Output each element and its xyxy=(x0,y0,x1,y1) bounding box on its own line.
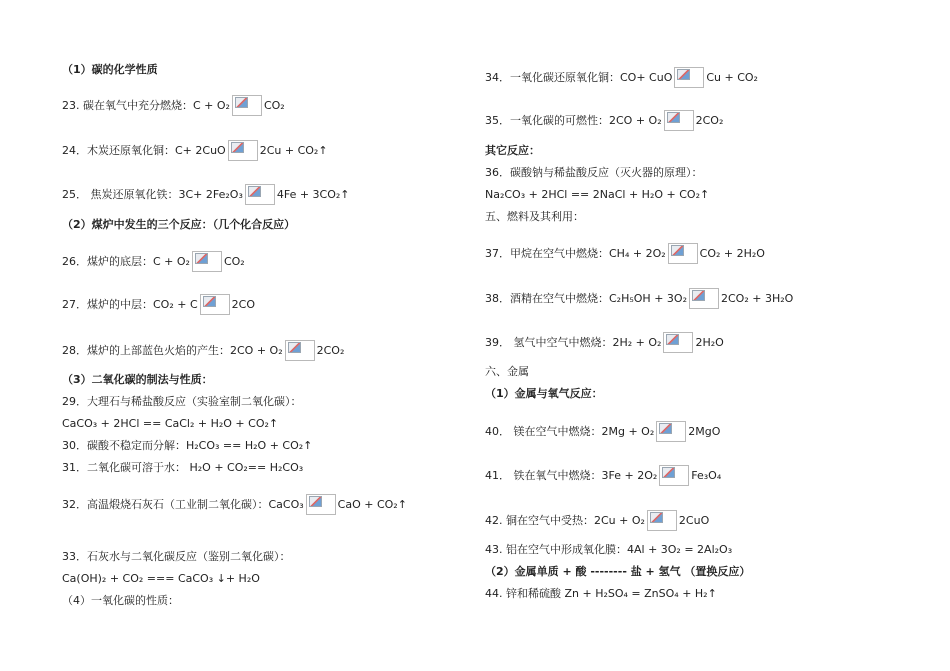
equation-text: 2CuO xyxy=(678,513,710,527)
equation-text: 2CO xyxy=(231,297,255,311)
broken-image-icon xyxy=(195,253,208,264)
reaction-condition-image xyxy=(245,184,275,205)
broken-image-icon xyxy=(248,186,261,197)
broken-image-icon xyxy=(662,467,675,478)
broken-image-icon xyxy=(667,112,680,123)
equation-line xyxy=(62,95,285,111)
equation-line xyxy=(62,184,350,200)
equation-text: CaCO₃ + 2HCl == CaCl₂ + H₂O + CO₂↑ xyxy=(62,417,279,430)
equation-line xyxy=(485,465,721,481)
equation-line xyxy=(485,288,793,304)
equation-text: 4Fe + 3CO₂↑ xyxy=(276,187,350,201)
reaction-condition-image xyxy=(285,340,315,361)
equation-line xyxy=(62,294,255,310)
equation-text: Na₂CO₃ + 2HCl == 2NaCl + H₂O + CO₂↑ xyxy=(485,188,710,201)
reaction-condition-image xyxy=(663,332,693,353)
reaction-condition-image xyxy=(228,140,258,161)
equation-line xyxy=(62,494,407,510)
equation-line xyxy=(62,394,302,410)
equation-text: CaO + CO₂↑ xyxy=(337,497,407,511)
reaction-condition-image xyxy=(656,421,686,442)
reaction-condition-image xyxy=(659,465,689,486)
equation-text: 41． 铁在氧气中燃烧：3Fe + 2O₂ xyxy=(485,468,658,482)
reaction-condition-image xyxy=(664,110,694,131)
section-heading xyxy=(485,143,540,159)
broken-image-icon xyxy=(650,512,663,523)
section-heading xyxy=(485,386,603,402)
equation-text: Fe₃O₄ xyxy=(691,468,722,482)
reaction-condition-image xyxy=(674,67,704,88)
equation-text: CO₂ xyxy=(263,98,285,112)
equation-text: 27．煤炉的中层：CO₂ + C xyxy=(62,297,198,311)
equation-text: 2CO₂ xyxy=(316,343,345,357)
broken-image-icon xyxy=(231,142,244,153)
equation-text: 37．甲烷在空气中燃烧：CH₄ + 2O₂ xyxy=(485,246,666,260)
broken-image-icon xyxy=(659,423,672,434)
equation-line xyxy=(485,209,584,225)
equation-text: （2）煤炉中发生的三个反应：（几个化合反应） xyxy=(62,218,296,231)
equation-text: 42. 铜在空气中受热：2Cu + O₂ xyxy=(485,513,645,527)
equation-text: 2MgO xyxy=(688,424,721,438)
equation-text: 34．一氧化碳还原氧化铜：CO+ CuO xyxy=(485,70,673,84)
section-heading xyxy=(62,372,213,388)
equation-line xyxy=(485,243,765,259)
equation-line xyxy=(485,67,758,83)
equation-line xyxy=(62,140,328,156)
equation-text: （1）碳的化学性质 xyxy=(62,63,158,76)
equation-text: 35．一氧化碳的可燃性：2CO + O₂ xyxy=(485,113,662,127)
equation-text: 28．煤炉的上部蓝色火焰的产生：2CO + O₂ xyxy=(62,343,283,357)
equation-line xyxy=(485,542,732,558)
equation-text: Ca(OH)₂ + CO₂ === CaCO₃ ↓+ H₂O xyxy=(62,572,260,585)
broken-image-icon xyxy=(666,334,679,345)
equation-line xyxy=(62,571,260,587)
broken-image-icon xyxy=(692,290,705,301)
equation-text: 25． 焦炭还原氧化铁：3C+ 2Fe₂O₃ xyxy=(62,187,243,201)
broken-image-icon xyxy=(288,342,301,353)
broken-image-icon xyxy=(677,69,690,80)
broken-image-icon xyxy=(309,496,322,507)
equation-line xyxy=(485,165,703,181)
equation-text: Cu + CO₂ xyxy=(706,70,758,84)
equation-text: 2H₂O xyxy=(695,335,724,349)
equation-line xyxy=(485,586,717,602)
equation-text: 33．石灰水与二氧化碳反应（鉴别二氧化碳）： xyxy=(62,550,291,563)
equation-line xyxy=(62,340,344,356)
reaction-condition-image xyxy=(200,294,230,315)
equation-text: 40． 镁在空气中燃烧：2Mg + O₂ xyxy=(485,424,655,438)
section-heading xyxy=(485,564,750,580)
equation-text: 2CO₂ + 3H₂O xyxy=(720,291,794,305)
equation-text: （1）金属与氧气反应： xyxy=(485,387,603,400)
equation-text: 24．木炭还原氧化铜：C+ 2CuO xyxy=(62,143,226,157)
equation-line xyxy=(62,438,312,454)
equation-line xyxy=(485,110,723,126)
equation-text: CO₂ xyxy=(223,254,245,268)
equation-text: （4）一氧化碳的性质： xyxy=(62,594,179,607)
equation-line xyxy=(62,549,291,565)
equation-line xyxy=(62,593,179,609)
equation-text: 36．碳酸钠与稀盐酸反应（灭火器的原理）： xyxy=(485,166,703,179)
equation-text: 2Cu + CO₂↑ xyxy=(259,143,328,157)
equation-line xyxy=(62,251,245,267)
equation-text: （2）金属单质 + 酸 -------- 盐 + 氢气 （置换反应） xyxy=(485,565,751,578)
equation-text: 39． 氢气中空气中燃烧：2H₂ + O₂ xyxy=(485,335,662,349)
equation-text: 43. 铝在空气中形成氧化膜：4Al + 3O₂ = 2Al₂O₃ xyxy=(485,543,733,556)
equation-text: 32．高温煅烧石灰石（工业制二氧化碳）：CaCO₃ xyxy=(62,497,304,511)
equation-line xyxy=(485,187,709,203)
equation-line xyxy=(485,332,724,348)
equation-text: 38．酒精在空气中燃烧：C₂H₅OH + 3O₂ xyxy=(485,291,687,305)
equation-line xyxy=(485,421,720,437)
equation-text: 31．二氧化碳可溶于水： H₂O + CO₂== H₂CO₃ xyxy=(62,461,304,474)
equation-line xyxy=(485,510,709,526)
equation-text: 23. 碳在氧气中充分燃烧：C + O₂ xyxy=(62,98,230,112)
equation-text: 30．碳酸不稳定而分解：H₂CO₃ == H₂O + CO₂↑ xyxy=(62,439,313,452)
reaction-condition-image xyxy=(647,510,677,531)
equation-line xyxy=(62,460,303,476)
reaction-condition-image xyxy=(689,288,719,309)
reaction-condition-image xyxy=(192,251,222,272)
equation-text: 六、金属 xyxy=(485,365,529,378)
equation-text: 29．大理石与稀盐酸反应（实验室制二氧化碳）： xyxy=(62,395,302,408)
equation-text: 五、燃料及其利用： xyxy=(485,210,584,223)
equation-text: 26．煤炉的底层：C + O₂ xyxy=(62,254,190,268)
broken-image-icon xyxy=(203,296,216,307)
broken-image-icon xyxy=(671,245,684,256)
equation-line xyxy=(62,416,278,432)
equation-text: 2CO₂ xyxy=(695,113,724,127)
equation-text: 44. 锌和稀硫酸 Zn + H₂SO₄ = ZnSO₄ + H₂↑ xyxy=(485,587,717,600)
reaction-condition-image xyxy=(232,95,262,116)
broken-image-icon xyxy=(235,97,248,108)
equation-text: 其它反应： xyxy=(485,144,540,157)
reaction-condition-image xyxy=(668,243,698,264)
equation-text: （3）二氧化碳的制法与性质： xyxy=(62,373,213,386)
equation-text: CO₂ + 2H₂O xyxy=(699,246,765,260)
equation-line xyxy=(485,364,529,380)
section-heading xyxy=(62,62,158,78)
reaction-condition-image xyxy=(306,494,336,515)
section-heading xyxy=(62,217,295,233)
